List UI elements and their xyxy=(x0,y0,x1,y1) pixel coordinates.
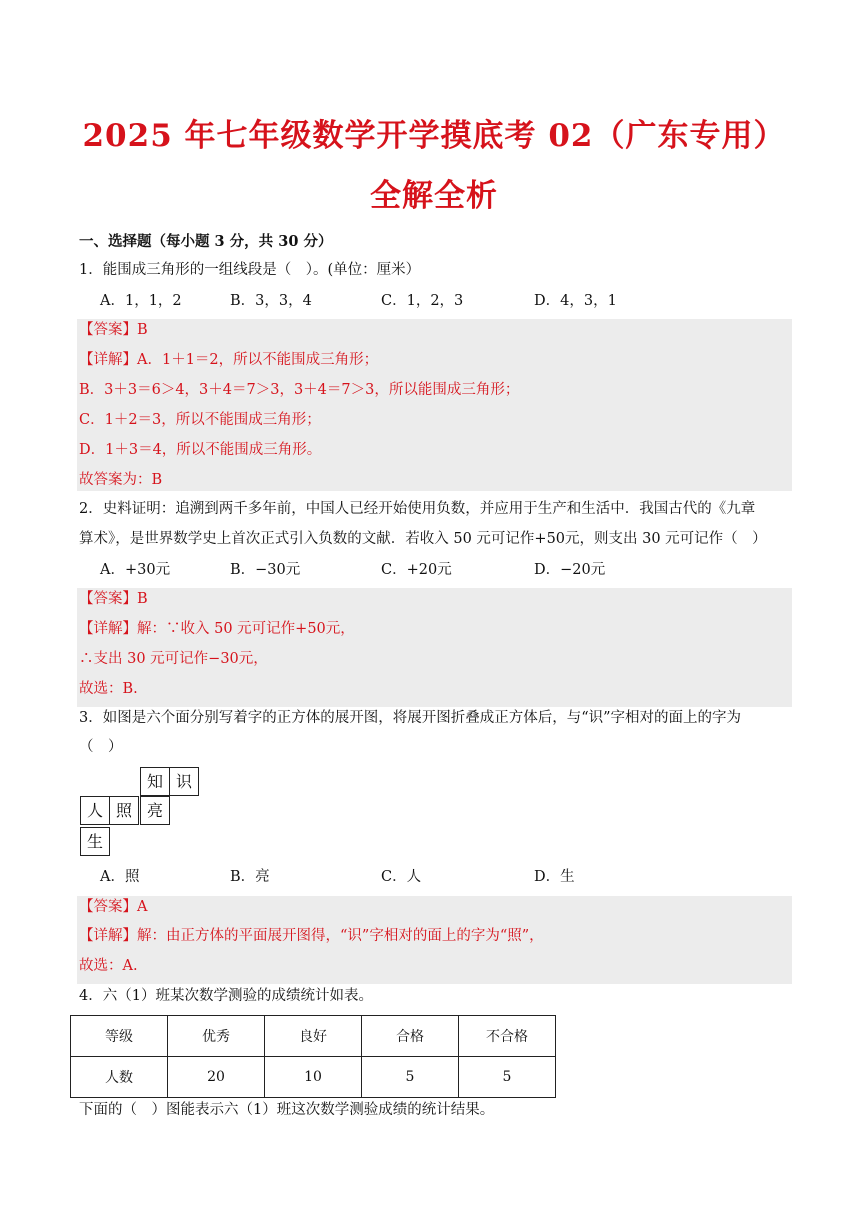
table-row xyxy=(71,1057,556,1098)
q1-option-a: A．1，1，2 xyxy=(100,293,182,309)
q1-option-c: C．1，2，3 xyxy=(381,293,464,309)
q2-option-c: C．+20元 xyxy=(381,562,452,578)
table-cell: 20 xyxy=(168,1057,265,1098)
q3-conclusion: 故选：A. xyxy=(79,958,138,974)
q1-stem: 1．能围成三角形的一组线段是（ ）。(单位：厘米） xyxy=(79,262,421,278)
q1-detail-line: D．1＋3＝4，所以不能围成三角形。 xyxy=(79,442,322,458)
net-cell-zhi: 知 xyxy=(140,767,170,796)
net-cell-shi: 识 xyxy=(169,767,199,796)
detail-label: 【详解】 xyxy=(79,352,137,368)
q1-detail-line: C．1＋2＝3，所以不能围成三角形； xyxy=(79,412,321,428)
q2-option-a: A．+30元 xyxy=(100,562,171,578)
detail-text: 解：由正方体的平面展开图得，“识”字相对的面上的字为“照”， xyxy=(137,928,544,944)
q1-option-b: B．3，3，4 xyxy=(230,293,312,309)
q2-conclusion: 故选：B. xyxy=(79,681,138,697)
table-cell: 人数 xyxy=(71,1057,168,1098)
q1-detail-line xyxy=(79,350,378,370)
q2-option-b: B．−30元 xyxy=(230,562,301,578)
detail-text: 解：∵收入 50 元可记作+50元， xyxy=(137,621,355,637)
q1-conclusion: 故答案为：B xyxy=(79,472,163,488)
q3-stem-line: （ ） xyxy=(79,739,123,755)
table-cell: 合格 xyxy=(362,1016,459,1057)
net-cell-ren: 人 xyxy=(80,796,110,825)
score-table xyxy=(70,1015,556,1098)
q1-detail-line: B．3＋3＝6＞4，3＋4＝7＞3，3＋4＝7＞3，所以能围成三角形； xyxy=(79,382,520,398)
table-cell: 10 xyxy=(265,1057,362,1098)
q3-option-a: A．照 xyxy=(100,869,140,885)
table-cell: 等级 xyxy=(71,1016,168,1057)
q2-stem-line: 算术》，是世界数学史上首次正式引入负数的文献．若收入 50 元可记作+50元，则支出 30 元可记作（ ） xyxy=(79,531,767,547)
q3-answer: 【答案】A xyxy=(79,899,148,915)
table-cell: 不合格 xyxy=(459,1016,556,1057)
detail-label: 【详解】 xyxy=(79,621,137,637)
document-subtitle: 全解全析 xyxy=(370,178,498,214)
q3-option-c: C．人 xyxy=(381,869,422,885)
q2-detail-line: ∴支出 30 元可记作−30元， xyxy=(79,651,268,667)
q2-stem-line: 2．史料证明：追溯到两千多年前，中国人已经开始使用负数，并应用于生产和生活中．我国古代的《九章 xyxy=(79,501,756,517)
table-header-row xyxy=(71,1016,556,1057)
q3-option-d: D．生 xyxy=(534,869,575,885)
section-heading: 一、选择题（每小题 3 分，共 30 分） xyxy=(79,233,333,250)
q4-stem: 4．六（1）班某次数学测验的成绩统计如表。 xyxy=(79,988,373,1004)
document-title: 2025 年七年级数学开学摸底考 02（广东专用） xyxy=(82,118,786,154)
net-cell-liang: 亮 xyxy=(140,796,170,825)
q2-answer-box xyxy=(77,588,792,707)
q3-option-b: B．亮 xyxy=(230,869,270,885)
q1-answer: 【答案】B xyxy=(79,322,148,338)
detail-text: A．1＋1＝2，所以不能围成三角形； xyxy=(137,352,379,368)
q2-option-d: D．−20元 xyxy=(534,562,606,578)
q1-answer-box xyxy=(77,319,792,491)
q2-detail-line xyxy=(79,619,355,639)
net-cell-sheng: 生 xyxy=(80,827,110,856)
table-cell: 5 xyxy=(459,1057,556,1098)
detail-label: 【详解】 xyxy=(79,928,137,944)
q2-answer: 【答案】B xyxy=(79,591,148,607)
table-cell: 5 xyxy=(362,1057,459,1098)
net-cell-zhao: 照 xyxy=(109,796,139,825)
q1-option-d: D．4，3，1 xyxy=(534,293,617,309)
q4-follow-text: 下面的（ ）图能表示六（1）班这次数学测验成绩的统计结果。 xyxy=(79,1102,495,1118)
q3-detail-line xyxy=(79,926,544,946)
q3-stem-line: 3．如图是六个面分别写着字的正方体的展开图，将展开图折叠成正方体后，与“识”字相对的面上的字为 xyxy=(79,710,742,726)
table-cell: 良好 xyxy=(265,1016,362,1057)
table-cell: 优秀 xyxy=(168,1016,265,1057)
